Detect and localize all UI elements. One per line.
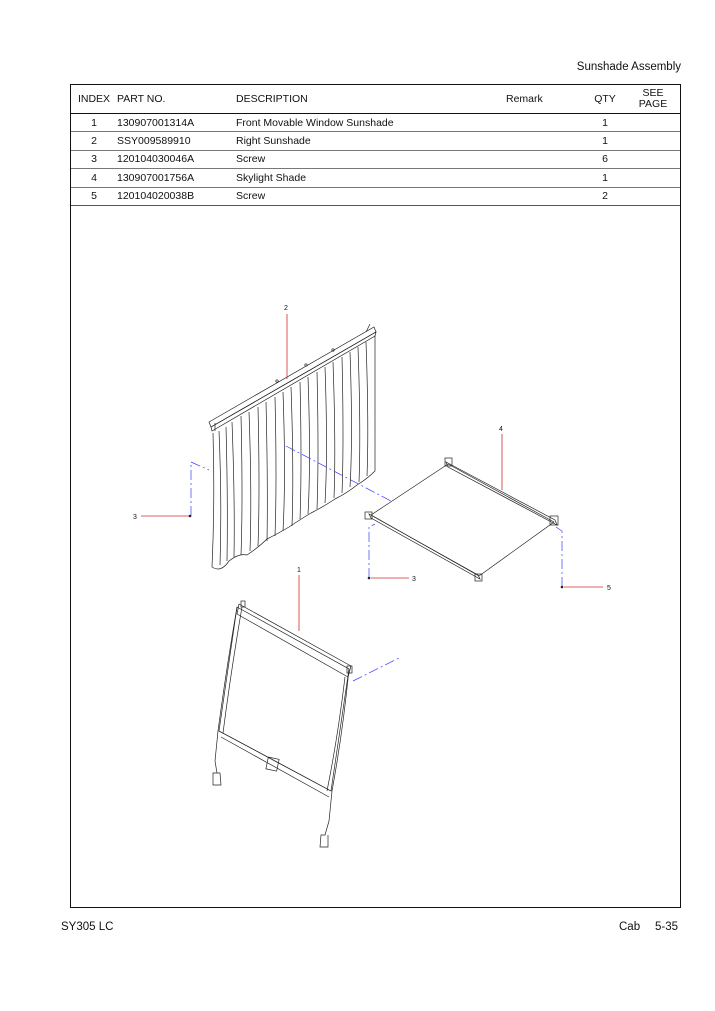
row-part-no: SSY009589910	[117, 132, 236, 150]
header-description: DESCRIPTION	[236, 85, 506, 114]
exploded-diagram	[71, 85, 679, 905]
footer-page-number: 5-35	[655, 921, 679, 933]
callout-3-right: 3	[412, 576, 416, 583]
row-description: Right Sunshade	[236, 132, 506, 150]
row-index: 3	[71, 150, 117, 168]
row-description: Screw	[236, 150, 506, 168]
header-see-page-label: SEE PAGE	[638, 87, 668, 110]
row-index: 2	[71, 132, 117, 150]
row-index: 5	[71, 187, 117, 205]
row-qty: 1	[584, 169, 626, 187]
footer-section: Cab	[619, 921, 641, 933]
skylight-shade-drawing	[365, 458, 558, 581]
header-part-no: PART NO.	[117, 85, 236, 114]
row-part-no: 130907001314A	[117, 114, 236, 132]
row-part-no: 120104030046A	[117, 150, 236, 168]
page-title: Sunshade Assembly	[576, 61, 681, 73]
row-description: Skylight Shade	[236, 169, 506, 187]
parts-frame	[70, 84, 681, 908]
row-description: Front Movable Window Sunshade	[236, 114, 506, 132]
row-qty: 1	[584, 132, 626, 150]
header-index: INDEX	[71, 85, 117, 114]
callout-4: 4	[499, 426, 503, 433]
row-qty: 6	[584, 150, 626, 168]
callout-5: 5	[607, 585, 611, 592]
header-remark: Remark	[506, 85, 584, 114]
row-part-no: 120104020038B	[117, 187, 236, 205]
row-part-no: 130907001756A	[117, 169, 236, 187]
row-qty: 2	[584, 187, 626, 205]
callout-1: 1	[297, 567, 301, 574]
footer-model: SY305 LC	[61, 921, 114, 933]
right-sunshade-drawing	[209, 324, 376, 569]
row-description: Screw	[236, 187, 506, 205]
front-window-sunshade-drawing	[213, 601, 352, 847]
callout-2: 2	[284, 305, 288, 312]
header-qty: QTY	[584, 85, 626, 114]
row-index: 4	[71, 169, 117, 187]
leader-lines	[141, 314, 603, 631]
callout-3-left: 3	[133, 514, 137, 521]
row-index: 1	[71, 114, 117, 132]
row-qty: 1	[584, 114, 626, 132]
